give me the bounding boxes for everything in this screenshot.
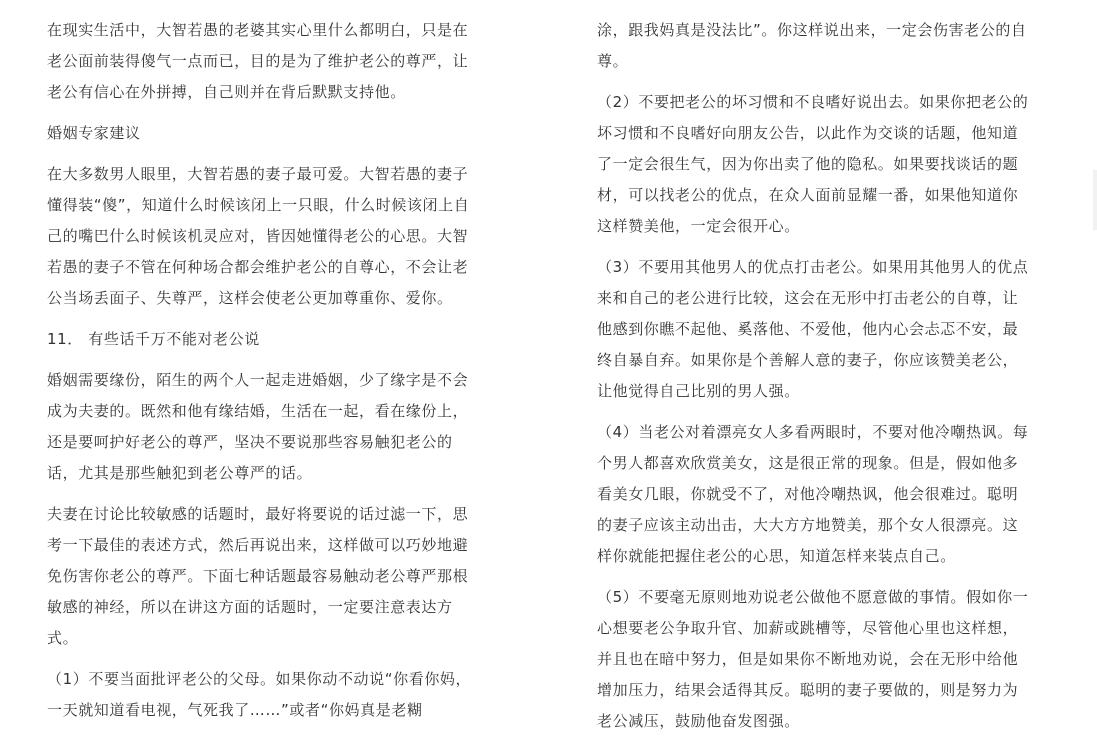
paragraph-marriage-fate: 婚姻需要缘份，陌生的两个人一起走进婚姻，少了缘字是不会成为夫妻的。既然和他有缘结婚，生活在一起，看在缘份上，还是要呵护好老公的尊严，坚决不要说那些容易触犯老公的话，尤其是那些触犯到老公尊严的话。: [47, 371, 469, 482]
paragraph-point-5: （5）不要毫无原则地劝说老公做他不愿意做的事情。假如你一心想要老公争取升官、加薪或跳槽等，尽管他心里也这样想，并且也在暗中努力，但是如果你不断地劝说，会在无形中给他增加压力，结果会适得其反。聪明的妻子要做的，则是努力为老公减压，鼓励他奋发图强。: [597, 588, 1029, 730]
right-column: [597, 15, 1033, 747]
paragraph-point-1-continued: 涂，跟我妈真是没法比”。你这样说出来，一定会伤害老公的自尊。: [597, 21, 1027, 70]
page-edge-shadow: [1093, 170, 1097, 230]
paragraph-wise-wife: 在现实生活中，大智若愚的老婆其实心里什么都明白，只是在老公面前装得傻气一点而已，目的是为了维护老公的尊严，让老公有信心在外拼搏，自己则并在背后默默支持他。: [47, 21, 469, 101]
paragraph-point-2: （2）不要把老公的坏习惯和不良嗜好说出去。如果你把老公的坏习惯和不良嗜好向朋友公告，以此作为交谈的话题，他知道了一定会很生气，因为你出卖了他的隐私。如果要找谈话的题材，可以找老公的优点，在众人面前显耀一番，如果他知道你这样赞美他，一定会很开心。: [597, 93, 1029, 235]
paragraph-point-3: （3）不要用其他男人的优点打击老公。如果用其他男人的优点来和自己的老公进行比较，这会在无形中打击老公的自尊，让他感到你瞧不起他、奚落他、不爱他，他内心会忐忑不安，最终自暴自弃。如果你是个善解人意的妻子，你应该赞美老公，让他觉得自己比别的男人强。: [597, 258, 1029, 400]
section-heading-11: 11． 有些话千万不能对老公说: [47, 330, 260, 348]
paragraph-expert-advice: 在大多数男人眼里，大智若愚的妻子最可爱。大智若愚的妻子懂得装“傻”，知道什么时候该闭上一只眼，什么时候该闭上自己的嘴巴什么时候该机灵应对，皆因她懂得老公的心思。大智若愚的妻子不管在何种场合都会维护老公的自尊心，不会让老公当场丢面子、失尊严，这样会使老公更加尊重你、爱你。: [47, 165, 470, 307]
paragraph-point-4: （4）当老公对着漂亮女人多看两眼时，不要对他冷嘲热讽。每个男人都喜欢欣赏美女，这是很正常的现象。但是，假如他多看美女几眼，你就受不了，对他冷嘲热讽，他会很难过。聪明的妻子应该主动出击，大大方方地赞美，那个女人很漂亮。这样你就能把握住老公的心思，知道怎样来装点自己。: [597, 423, 1029, 565]
section-heading-expert-advice: 婚姻专家建议: [47, 124, 141, 142]
paragraph-point-1: （1）不要当面批评老公的父母。如果你动不动说“你看你妈，一天就知道看电视，气死我了……”或者“你妈真是老糊: [47, 670, 472, 719]
left-column: [47, 15, 483, 736]
paragraph-sensitive-topics: 夫妻在讨论比较敏感的话题时，最好将要说的话过滤一下，思考一下最佳的表述方式，然后再说出来，这样做可以巧妙地避免伤害你老公的尊严。下面七种话题最容易触动老公尊严那根敏感的神经，所以在讲这方面的话题时，一定要注意表达方式。: [47, 505, 469, 647]
